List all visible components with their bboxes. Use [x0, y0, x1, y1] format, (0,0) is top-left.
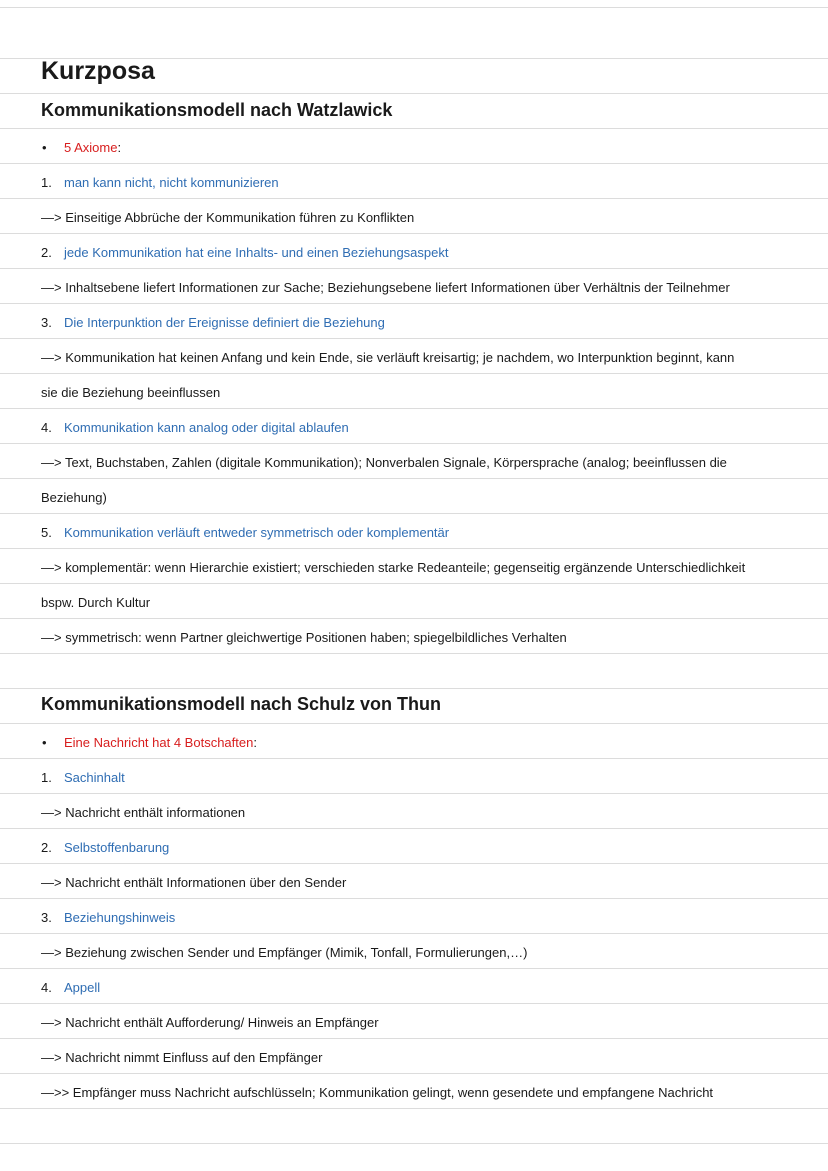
note-line: —> Text, Buchstaben, Zahlen (digitale Kommunikation); Nonverbalen Signale, Körpersprache (analog; beeinflussen die — [41, 455, 727, 470]
list-item — [41, 244, 448, 261]
note-line-continued: Beziehung) — [41, 490, 107, 505]
note-line: —> komplementär: wenn Hierarchie existiert; verschieden starke Redeanteile; gegenseitig ergänzende Unterschiedlichkeit — [41, 560, 746, 575]
bullet-text: Eine Nachricht hat 4 Botschaften — [64, 735, 254, 750]
list-item-text: Selbstoffenbarung — [64, 840, 170, 855]
list-item — [41, 524, 449, 541]
note-line: —> Nachricht nimmt Einfluss auf den Empfänger — [41, 1050, 323, 1065]
bullet-symbol: • — [42, 735, 47, 750]
note-line: —>> Empfänger muss Nachricht aufschlüsseln; Kommunikation gelingt, wenn gesendete und empfangene Nachricht — [41, 1085, 714, 1100]
list-item-text: Die Interpunktion der Ereignisse definiert die Beziehung — [64, 315, 385, 330]
note-line: —> Nachricht enthält Aufforderung/ Hinweis an Empfänger — [41, 1015, 379, 1030]
bullet-colon: : — [253, 735, 257, 750]
note-line: —> Nachricht enthält Informationen über den Sender — [41, 875, 347, 890]
list-item-text: Appell — [64, 980, 101, 995]
list-item-number: 2. — [41, 245, 52, 260]
document-title: Kurzposa — [41, 57, 155, 85]
note-line: —> Einseitige Abbrüche der Kommunikation führen zu Konflikten — [41, 210, 415, 225]
bullet-symbol: • — [42, 140, 47, 155]
note-line: —> Inhaltsebene liefert Informationen zur Sache; Beziehungsebene liefert Informationen über Verhältnis der Teilnehmer — [41, 280, 730, 295]
list-item — [41, 419, 349, 436]
note-line-continued: sie die Beziehung beeinflussen — [41, 385, 221, 400]
list-item-text: jede Kommunikation hat eine Inhalts- und einen Beziehungsaspekt — [64, 245, 449, 260]
bullet-line — [41, 734, 257, 751]
note-line: —> symmetrisch: wenn Partner gleichwertige Positionen haben; spiegelbildliches Verhalten — [41, 630, 567, 645]
note-line: —> Beziehung zwischen Sender und Empfänger (Mimik, Tonfall, Formulierungen,…) — [41, 945, 528, 960]
list-item — [41, 174, 279, 191]
list-item — [41, 909, 175, 926]
bullet-line — [41, 139, 121, 156]
list-item-text: Sachinhalt — [64, 770, 125, 785]
list-item-number: 3. — [41, 315, 52, 330]
list-item-number: 2. — [41, 840, 52, 855]
bullet-text: 5 Axiome — [64, 140, 118, 155]
list-item — [41, 314, 385, 331]
list-item-number: 4. — [41, 980, 52, 995]
section-heading-watzlawick: Kommunikationsmodell nach Watzlawick — [41, 100, 393, 120]
list-item — [41, 979, 100, 996]
section-heading-schulz-von-thun: Kommunikationsmodell nach Schulz von Thun — [41, 694, 442, 714]
list-item — [41, 839, 169, 856]
note-line: —> Kommunikation hat keinen Anfang und kein Ende, sie verläuft kreisartig; je nachdem, wo Interpunktion beginnt, kann — [41, 350, 735, 365]
bullet-colon: : — [117, 140, 122, 155]
list-item-number: 4. — [41, 420, 52, 435]
list-item — [41, 769, 125, 786]
note-line-continued: bspw. Durch Kultur — [41, 595, 151, 610]
list-item-number: 5. — [41, 525, 52, 540]
list-item-number: 1. — [41, 175, 52, 190]
list-item-text: man kann nicht, nicht kommunizieren — [64, 175, 279, 190]
list-item-text: Kommunikation kann analog oder digital ablaufen — [64, 420, 349, 435]
list-item-number: 1. — [41, 770, 52, 785]
list-item-number: 3. — [41, 910, 52, 925]
list-item-text: Beziehungshinweis — [64, 910, 176, 925]
list-item-text: Kommunikation verläuft entweder symmetrisch oder komplementär — [64, 525, 450, 540]
note-line: —> Nachricht enthält informationen — [41, 805, 246, 820]
